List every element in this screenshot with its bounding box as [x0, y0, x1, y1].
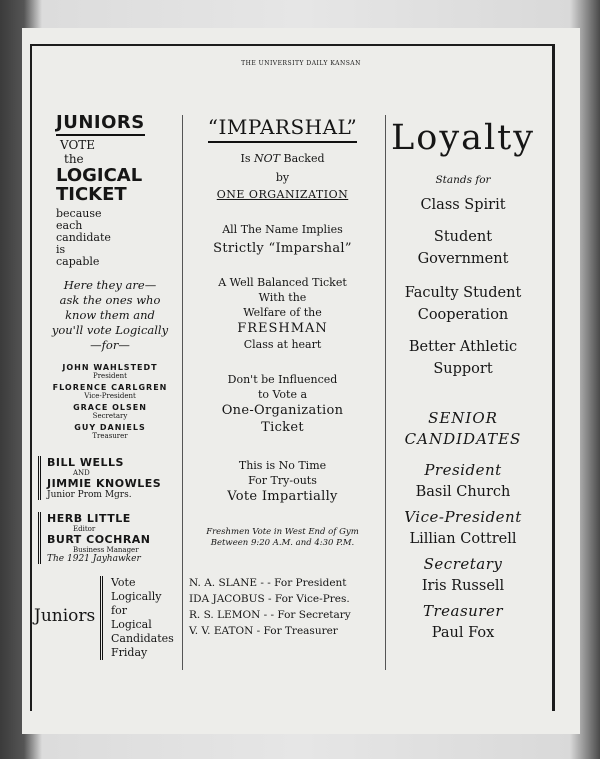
here-line: know them and: [65, 308, 155, 322]
prom-managers-block: [38, 456, 174, 500]
one-org-ticket-line: Ticket: [261, 420, 304, 435]
strictly-text: Strictly “Imparshal”: [213, 241, 352, 256]
footer-line: Friday: [111, 646, 148, 659]
column-divider-left: [182, 115, 183, 670]
is-text: Is: [240, 152, 254, 165]
loyalty-item: Support: [433, 361, 493, 377]
the-text: the: [64, 152, 84, 166]
freshman-slate: [189, 575, 380, 639]
no-time-line: This is No Time: [238, 459, 327, 472]
senior-candidate-name: Paul Fox: [431, 625, 495, 641]
footer-line: Logical: [111, 618, 152, 631]
prom-name: JIMMIE KNOWLES: [47, 477, 162, 490]
slate-line: R. S. LEMON - - For Secretary: [189, 609, 351, 621]
candidate-name: JOHN WAHLSTEDT: [62, 363, 158, 372]
logical-ticket-heading: [56, 166, 174, 204]
slate-line: V. V. EATON - For Treasurer: [189, 625, 338, 637]
footer-line: for: [111, 604, 127, 617]
juniors-footer: [34, 576, 174, 666]
freshman-text: FRESHMAN: [237, 321, 328, 336]
stands-for-text: Stands for: [435, 174, 491, 186]
not-backed-line: [185, 151, 380, 166]
vote-impartially-text: Vote Impartially: [227, 489, 338, 504]
dont-line: to Vote a: [257, 388, 308, 401]
here-they-are-text: [46, 278, 174, 353]
here-line: ask the ones who: [59, 293, 161, 307]
because-line: because: [56, 207, 102, 220]
candidate-role: President: [93, 372, 127, 380]
prom-role: Junior Prom Mgrs.: [47, 490, 132, 500]
balanced-line: With the: [258, 291, 307, 304]
jayhawker-staff-block: [38, 512, 174, 564]
imparshal-column: [185, 115, 380, 639]
office-title: President: [424, 461, 502, 479]
here-line: Here they are—: [63, 278, 157, 292]
jayhawker-book: The 1921 Jayhawker: [47, 554, 141, 564]
dont-line: Don't be Influenced: [227, 373, 338, 386]
by-text: by: [275, 171, 290, 184]
dont-block: [185, 372, 380, 402]
slate-line: IDA JACOBUS - For Vice-Pres.: [189, 593, 350, 605]
office-title: Secretary: [423, 555, 503, 573]
one-org-ticket-line: One-Organization: [221, 403, 344, 418]
one-org-ticket-block: [185, 402, 380, 436]
loyalty-title: Loyalty: [391, 118, 535, 158]
loyalty-item: Student: [433, 229, 493, 245]
vote-text: VOTE: [60, 138, 96, 152]
vote-block: [60, 138, 174, 166]
footer-line: Logically: [111, 590, 162, 603]
and-text: AND: [73, 469, 90, 477]
senior-candidate-name: Basil Church: [415, 484, 511, 500]
no-time-line: For Try-outs: [248, 474, 317, 487]
loyalty-item: Better Athletic: [408, 339, 518, 355]
gym-line: Freshmen Vote in West End of Gym: [206, 527, 359, 537]
because-line: each: [56, 219, 83, 232]
juniors-title: JUNIORS: [56, 112, 145, 136]
senior-heading: CANDIDATES: [404, 430, 522, 448]
footer-line: Candidates: [111, 632, 174, 645]
because-block: [56, 208, 174, 268]
balanced-line: A Well Balanced Ticket: [218, 276, 347, 289]
juniors-footer-lines: [100, 576, 174, 660]
juniors-column: [34, 112, 174, 666]
footer-line: Vote: [111, 576, 136, 589]
office-title: Vice-President: [404, 508, 522, 526]
class-at-heart-text: Class at heart: [243, 338, 322, 351]
no-time-block: [185, 458, 380, 488]
loyalty-item: Class Spirit: [420, 197, 506, 213]
balanced-block: [185, 275, 380, 320]
candidate-role: Vice-President: [84, 392, 136, 400]
jayhawker-name: BURT COCHRAN: [47, 533, 151, 546]
implies-text: All The Name Implies: [222, 223, 343, 236]
here-line: —for—: [90, 338, 130, 352]
junior-candidates-list: [46, 363, 174, 440]
loyalty-column: [388, 116, 538, 644]
candidate-role: Secretary: [92, 412, 128, 420]
loyalty-item: Faculty Student: [404, 285, 522, 301]
newspaper-header: THE UNIVERSITY DAILY KANSAN: [241, 60, 361, 67]
senior-candidate-name: Lillian Cottrell: [409, 531, 517, 547]
because-line: is: [56, 243, 66, 256]
senior-heading: SENIOR: [428, 409, 498, 427]
gym-notice: [185, 527, 380, 549]
slate-line: N. A. SLANE - - For President: [189, 577, 347, 589]
one-organization-text: ONE ORGANIZATION: [216, 188, 349, 201]
candidate-name: GUY DANIELS: [74, 423, 146, 432]
jayhawker-name: HERB LITTLE: [47, 512, 131, 525]
because-line: capable: [56, 255, 100, 268]
candidate-name: GRACE OLSEN: [73, 403, 147, 412]
gym-line: Between 9:20 A.M. and 4:30 P.M.: [210, 538, 355, 548]
jayhawker-role: Editor: [73, 525, 96, 533]
senior-candidates-list: [388, 460, 538, 644]
juniors-footer-word: Juniors: [34, 606, 96, 626]
because-line: candidate: [56, 231, 111, 244]
backed-text: Backed: [279, 152, 325, 165]
senior-candidate-name: Iris Russell: [421, 578, 505, 594]
here-line: you'll vote Logically: [51, 323, 169, 337]
loyalty-item: Cooperation: [417, 307, 509, 323]
column-divider-right: [385, 115, 386, 670]
imparshal-title: “IMPARSHAL”: [208, 115, 358, 143]
candidate-name: FLORENCE CARLGREN: [52, 383, 168, 392]
loyalty-item: Government: [417, 251, 509, 267]
ticket-text: TICKET: [56, 184, 127, 205]
prom-name: BILL WELLS: [47, 456, 124, 469]
not-text: NOT: [254, 152, 280, 165]
office-title: Treasurer: [422, 602, 504, 620]
candidate-role: Treasurer: [92, 432, 128, 440]
balanced-line: Welfare of the: [243, 306, 322, 319]
logical-text: LOGICAL: [56, 165, 143, 186]
jayhawker-role: Business Manager: [73, 546, 139, 554]
